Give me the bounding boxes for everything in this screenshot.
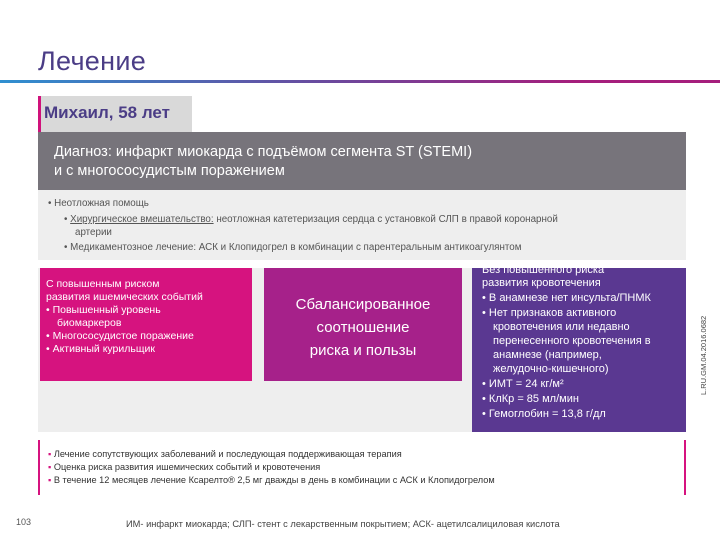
no-bleed-stroke-text: В анамнезе нет инсульта/ПНМК <box>488 292 651 304</box>
bullet-icon: ▪ <box>48 462 54 472</box>
high-risk-multivessel-text: Многососудистое поражение <box>52 330 194 342</box>
no-bleed-bleeding-text: Нет признаков активного <box>488 307 617 319</box>
high-risk-biomarkers-cont: биомаркеров <box>57 317 122 329</box>
balance-line-1: Сбалансированное <box>295 296 431 313</box>
therapy-assessment-text: Оценка риска развития ишемических событий и кровотечения <box>53 462 321 472</box>
emergency-heading: • Неотложная помощь <box>48 198 149 209</box>
no-bleed-bleeding-cont-2: перенесенного кровотечения в <box>493 335 651 347</box>
bullet-icon: • <box>46 304 53 316</box>
bullet-icon: • <box>46 330 53 342</box>
no-bleed-bleeding-cont-4: желудочно-кишечного) <box>493 363 609 375</box>
surgery-text: неотложная катетеризация сердца с установкой СЛП в правой коронарной <box>213 214 558 225</box>
high-risk-item-smoker <box>46 343 155 355</box>
bullet-icon: • <box>46 343 53 355</box>
diagnosis-band <box>38 132 686 190</box>
patient-label: Михаил, 58 лет <box>44 103 170 122</box>
therapy-item-xarelto <box>48 475 495 485</box>
bullet-icon: • <box>482 393 489 405</box>
therapy-xarelto-text: В течение 12 месяцев лечение Ксарелто® 2,5 мг дважды в день в комбинации с АСК и Клопидогрелом <box>53 475 495 485</box>
no-bleeding-risk-box <box>472 264 686 432</box>
therapy-box <box>38 440 686 495</box>
balance-line-2: соотношение <box>316 319 410 336</box>
diagnosis-line-2: и с многососудистым поражением <box>54 163 285 179</box>
high-risk-heading-1: С повышенным риском <box>46 278 160 290</box>
bullet-icon: • <box>64 242 71 253</box>
no-bleed-heading-1: Без повышенного риска <box>482 264 605 276</box>
high-ischemic-risk-box <box>40 268 252 381</box>
no-bleed-heading-2: развития кровотечения <box>482 277 601 289</box>
balance-box <box>264 268 462 381</box>
balance-line-3: риска и пользы <box>309 342 417 359</box>
no-bleed-bleeding-cont-1: кровотечения или недавно <box>493 321 630 333</box>
document-code: L.RU.GM.04.2016.0682 <box>699 315 708 395</box>
bullet-icon: • <box>482 408 489 420</box>
page-title: Лечение <box>38 46 147 76</box>
therapy-comorbidities-text: Лечение сопутствующих заболеваний и последующая поддерживающая терапия <box>53 449 402 459</box>
no-bleed-bleeding-cont-3: анамнезе (например, <box>493 349 602 361</box>
surgery-label: Хирургическое вмешательство: <box>70 214 214 225</box>
no-bleed-crcl-text: КлКр = 85 мл/мин <box>488 393 579 405</box>
therapy-item-assessment <box>48 462 320 472</box>
no-bleed-item-hemoglobin <box>482 408 606 420</box>
patient-tab <box>38 96 192 132</box>
emergency-care-panel <box>38 190 686 260</box>
no-bleed-item-bleeding <box>482 307 616 319</box>
bullet-icon: • <box>482 292 489 304</box>
bullet-icon: • <box>64 214 71 225</box>
bullet-icon: ▪ <box>48 449 54 459</box>
high-risk-heading-2: развития ишемических событий <box>46 291 203 303</box>
high-risk-item-multivessel <box>46 330 194 342</box>
no-bleed-item-stroke <box>482 292 651 304</box>
bullet-icon: • <box>482 307 489 319</box>
bullet-icon: ▪ <box>48 475 54 485</box>
no-bleed-hemoglobin-text: Гемоглобин = 13,8 г/дл <box>488 408 606 420</box>
page-number: 103 <box>16 517 32 527</box>
abbreviations-footnote: ИМ- инфаркт миокарда; СЛП- стент с лекарственным покрытием; АСК- ацетилсалициловая кислота <box>126 519 560 529</box>
no-bleed-item-bmi <box>482 378 564 390</box>
medication-text: Медикаментозное лечение: АСК и Клопидогрел в комбинации с парентеральным антикоагулянтом <box>70 242 522 253</box>
no-bleed-bmi-text: ИМТ = 24 кг/м² <box>488 378 564 390</box>
no-bleed-item-crcl <box>482 393 579 405</box>
high-risk-smoker-text: Активный курильщик <box>52 343 155 355</box>
patient-tab-accent <box>38 96 41 132</box>
high-risk-biomarkers-text: Повышенный уровень <box>52 304 161 316</box>
diagnosis-line-1: Диагноз: инфаркт миокарда с подъёмом сегмента ST (STEMI) <box>54 144 473 160</box>
title-divider <box>0 80 720 83</box>
surgery-text-cont: артерии <box>75 227 112 238</box>
emergency-item-surgery <box>64 214 558 225</box>
high-risk-item-biomarkers <box>46 304 161 316</box>
emergency-item-medication <box>64 242 521 253</box>
bullet-icon: • <box>482 378 489 390</box>
therapy-item-comorbidities <box>48 449 402 459</box>
